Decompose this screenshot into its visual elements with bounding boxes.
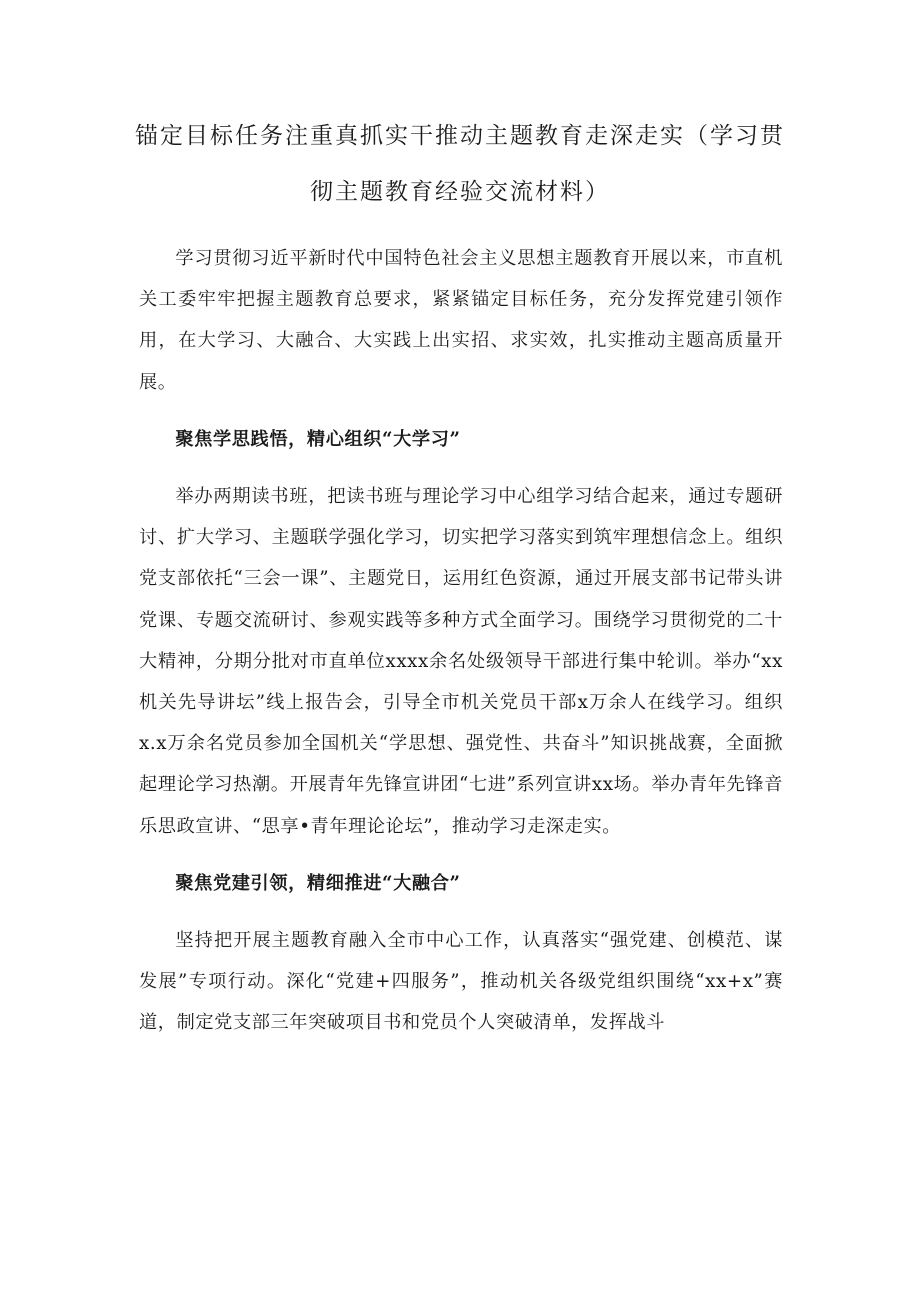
- document-title: 锚定目标任务注重真抓实干推动主题教育走深走实（学习贯彻主题教育经验交流材料）: [135, 123, 785, 205]
- document-body: [139, 238, 783, 1044]
- section-paragraph-study: 举办两期读书班，把读书班与理论学习中心组学习结合起来，通过专题研讨、扩大学习、主题联学强化学习，切实把学习落实到筑牢理想信念上。组织党支部依托“三会一课”、主题党日，运用红色资源，通过开展支部书记带头讲党课、专题交流研讨、参观实践等多种方式全面学习。围绕学习贯彻党的二十大精神，分期分批对市直单位xxxx余名处级领导干部进行集中轮训。举办“xx机关先导讲坛”线上报告会，引导全市机关党员干部x万余人在线学习。组织x.x万余名党员参加全国机关“学思想、强党性、共奋斗”知识挑战赛，全面掀起理论学习热潮。开展青年先锋宣讲团“七进”系列宣讲xx场。举办青年先锋音乐思政宣讲、“思享•青年理论论坛”，推动学习走深走实。: [139, 486, 783, 837]
- section-heading-study: 聚焦学思践悟，精心组织“大学习”: [175, 428, 461, 450]
- section-heading-integration: 聚焦党建引领，精细推进“大融合”: [175, 872, 461, 894]
- intro-paragraph: 学习贯彻习近平新时代中国特色社会主义思想主题教育开展以来，市直机关工委牢牢把握主题教育总要求，紧紧锚定目标任务，充分发挥党建引领作用，在大学习、大融合、大实践上出实招、求实效，扎实推动主题高质量开展。: [139, 248, 783, 393]
- section-paragraph-integration: 坚持把开展主题教育融入全市中心工作，认真落实“强党建、创模范、谋发展”专项行动。深化“党建+四服务”，推动机关各级党组织围绕“xx+x”赛道，制定党支部三年突破项目书和党员个人突破清单，发挥战斗: [139, 930, 783, 1034]
